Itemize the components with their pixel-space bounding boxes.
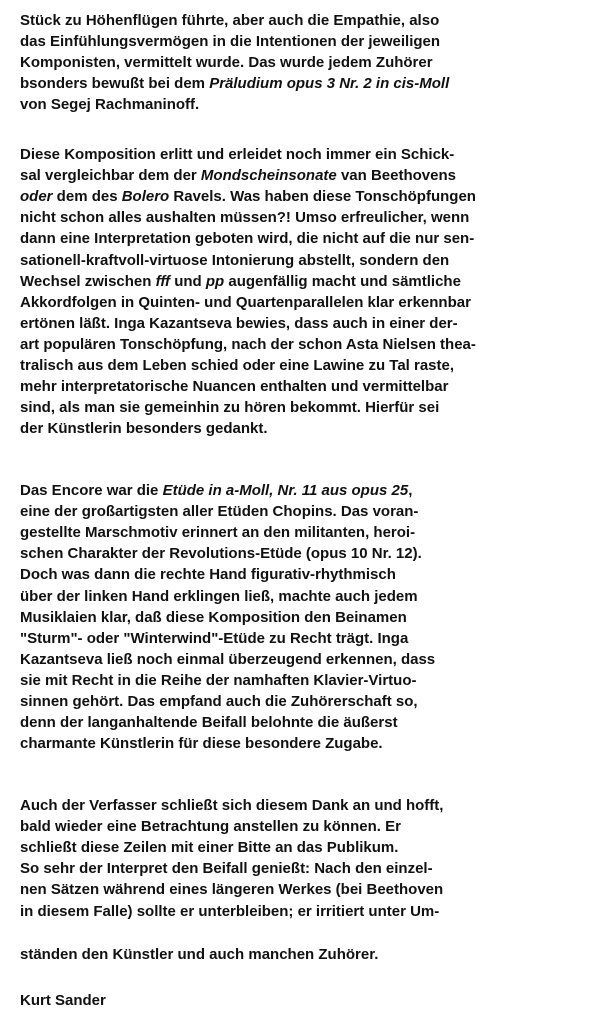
text-run: und	[170, 272, 206, 290]
text-line	[20, 271, 461, 292]
text-run: sinnen gehört. Das empfand auch die Zuhörerschaft so,	[20, 693, 418, 710]
text-run: Doch was dann die rechte Hand figurativ-rhythmisch	[20, 566, 396, 584]
text-run: Wechsel zwischen	[20, 272, 156, 290]
text-line	[20, 879, 443, 900]
text-run: gestellte Marschmotiv erinnert an den militanten, heroi-	[20, 524, 416, 542]
text-line	[20, 144, 454, 165]
text-line	[20, 397, 439, 418]
text-line	[20, 901, 439, 922]
text-line	[20, 480, 412, 501]
text-line	[20, 10, 439, 31]
text-line	[20, 501, 418, 522]
italic-text: Präludium opus 3 Nr. 2 in cis-Moll	[209, 75, 450, 93]
text-line	[20, 858, 433, 879]
text-run: von Segej Rachmaninoff.	[20, 96, 200, 114]
text-run: "Sturm"- oder "Winterwind"-Etüde zu Recht trägt. Inga	[20, 629, 409, 647]
text-line	[20, 313, 458, 334]
text-line	[20, 522, 415, 543]
text-line	[20, 733, 383, 754]
text-run: Akkordfolgen in Quinten- und Quartenparallelen klar erkennbar	[20, 293, 471, 311]
text-run: Kazantseva ließ noch einmal überzeugend erkennen, dass	[20, 650, 436, 668]
italic-text: oder	[20, 188, 53, 206]
text-line	[20, 418, 268, 439]
text-line	[20, 228, 474, 249]
text-run: augenfällig macht und sämtliche	[224, 272, 461, 290]
text-line	[20, 355, 454, 376]
text-run: Stück zu Höhenflügen führte, aber auch die Empathie, also	[20, 12, 440, 29]
text-run: tralisch aus dem Leben schied oder eine Lawine zu Tal raste,	[20, 357, 455, 374]
text-run: ,	[408, 482, 413, 499]
text-run: denn der langanhaltende Beifall belohnte die äußerst	[20, 714, 398, 732]
author-signature	[20, 990, 106, 1011]
text-run: Komponisten, vermittelt wurde. Das wurde jedem Zuhörer	[20, 54, 433, 72]
italic-text: Etüde in a-Moll, Nr. 11 aus opus 25	[162, 482, 409, 499]
text-run: mehr interpretatorische Nuancen enthalten und vermittelbar	[20, 378, 449, 396]
text-run: sationell-kraftvoll-virtuose Intonierung abstellt, sondern den	[20, 251, 450, 269]
text-run: Kurt Sander	[20, 992, 106, 1009]
text-run: ertönen läßt. Inga Kazantseva bewies, dass auch in einer der-	[20, 314, 458, 332]
text-line	[20, 944, 378, 965]
text-line	[20, 712, 398, 733]
text-run: schen Charakter der Revolutions-Etüde (opus 10 Nr. 12).	[20, 545, 422, 563]
text-run: schließt diese Zeilen mit einer Bitte an das Publikum.	[20, 839, 399, 857]
text-line	[20, 52, 433, 73]
text-run: ständen den Künstler und auch manchen Zuhörer.	[20, 946, 379, 963]
text-line	[20, 376, 448, 397]
text-run: sind, als man sie gemeinhin zu hören bekommt. Hierfür sei	[20, 399, 440, 417]
text-run: So sehr der Interpret den Beifall genießt: Nach den einzel-	[20, 860, 433, 878]
text-run: Musiklaien klar, daß diese Komposition den Beinamen	[20, 608, 407, 626]
text-run: bsonders bewußt bei dem	[20, 75, 210, 93]
text-run: van Beethovens	[336, 167, 456, 185]
text-line	[20, 73, 449, 94]
text-run: das Einfühlungsvermögen in die Intentionen der jeweiligen	[20, 33, 441, 51]
text-line	[20, 165, 456, 186]
text-run: Das Encore war die	[20, 482, 163, 499]
text-line	[20, 837, 398, 858]
text-line	[20, 250, 449, 271]
text-run: charmante Künstlerin für diese besondere Zugabe.	[20, 735, 383, 753]
italic-text: fff	[155, 272, 171, 290]
text-run: der Künstlerin besonders gedankt.	[20, 420, 268, 438]
italic-text: pp	[205, 272, 225, 290]
text-run: sie mit Recht in die Reihe der namhaften Klavier-Virtuo-	[20, 671, 417, 689]
text-run: sal vergleichbar dem der	[20, 167, 201, 185]
text-line	[20, 795, 443, 816]
text-line	[20, 816, 401, 837]
text-line	[20, 649, 435, 670]
text-run: Ravels. Was haben diese Tonschöpfungen	[169, 188, 476, 206]
italic-text: Bolero	[121, 188, 170, 206]
text-run: in diesem Falle) sollte er unterbleiben; er irritiert unter Um-	[20, 902, 440, 920]
text-run: Auch der Verfasser schließt sich diesem Dank an und hofft,	[20, 797, 444, 814]
text-line	[20, 207, 469, 228]
text-line	[20, 186, 476, 207]
text-run: dem des	[52, 188, 122, 206]
text-line	[20, 564, 396, 585]
text-run: nicht schon alles aushalten müssen?! Umso erfreulicher, wenn	[20, 209, 470, 227]
text-line	[20, 292, 471, 313]
text-run: bald wieder eine Betrachtung anstellen zu können. Er	[20, 818, 401, 836]
text-line	[20, 670, 416, 691]
text-run: art populären Tonschöpfung, nach der schon Asta Nielsen thea-	[20, 335, 476, 353]
text-run: nen Sätzen während eines längeren Werkes (bei Beethoven	[20, 881, 444, 899]
text-line	[20, 586, 418, 607]
text-line	[20, 607, 407, 628]
text-line	[20, 543, 422, 564]
italic-text: Mondscheinsonate	[200, 167, 337, 185]
text-run: dann eine Interpretation geboten wird, die nicht auf die nur sen-	[20, 230, 475, 248]
text-run: Diese Komposition erlitt und erleidet noch immer ein Schick-	[20, 146, 455, 163]
text-run: eine der großartigsten aller Etüden Chopins. Das voran-	[20, 503, 419, 521]
text-run: über der linken Hand erklingen ließ, machte auch jedem	[20, 587, 418, 605]
text-line	[20, 334, 476, 355]
text-line	[20, 31, 440, 52]
text-line	[20, 628, 408, 649]
text-line	[20, 691, 418, 712]
text-line	[20, 94, 199, 115]
